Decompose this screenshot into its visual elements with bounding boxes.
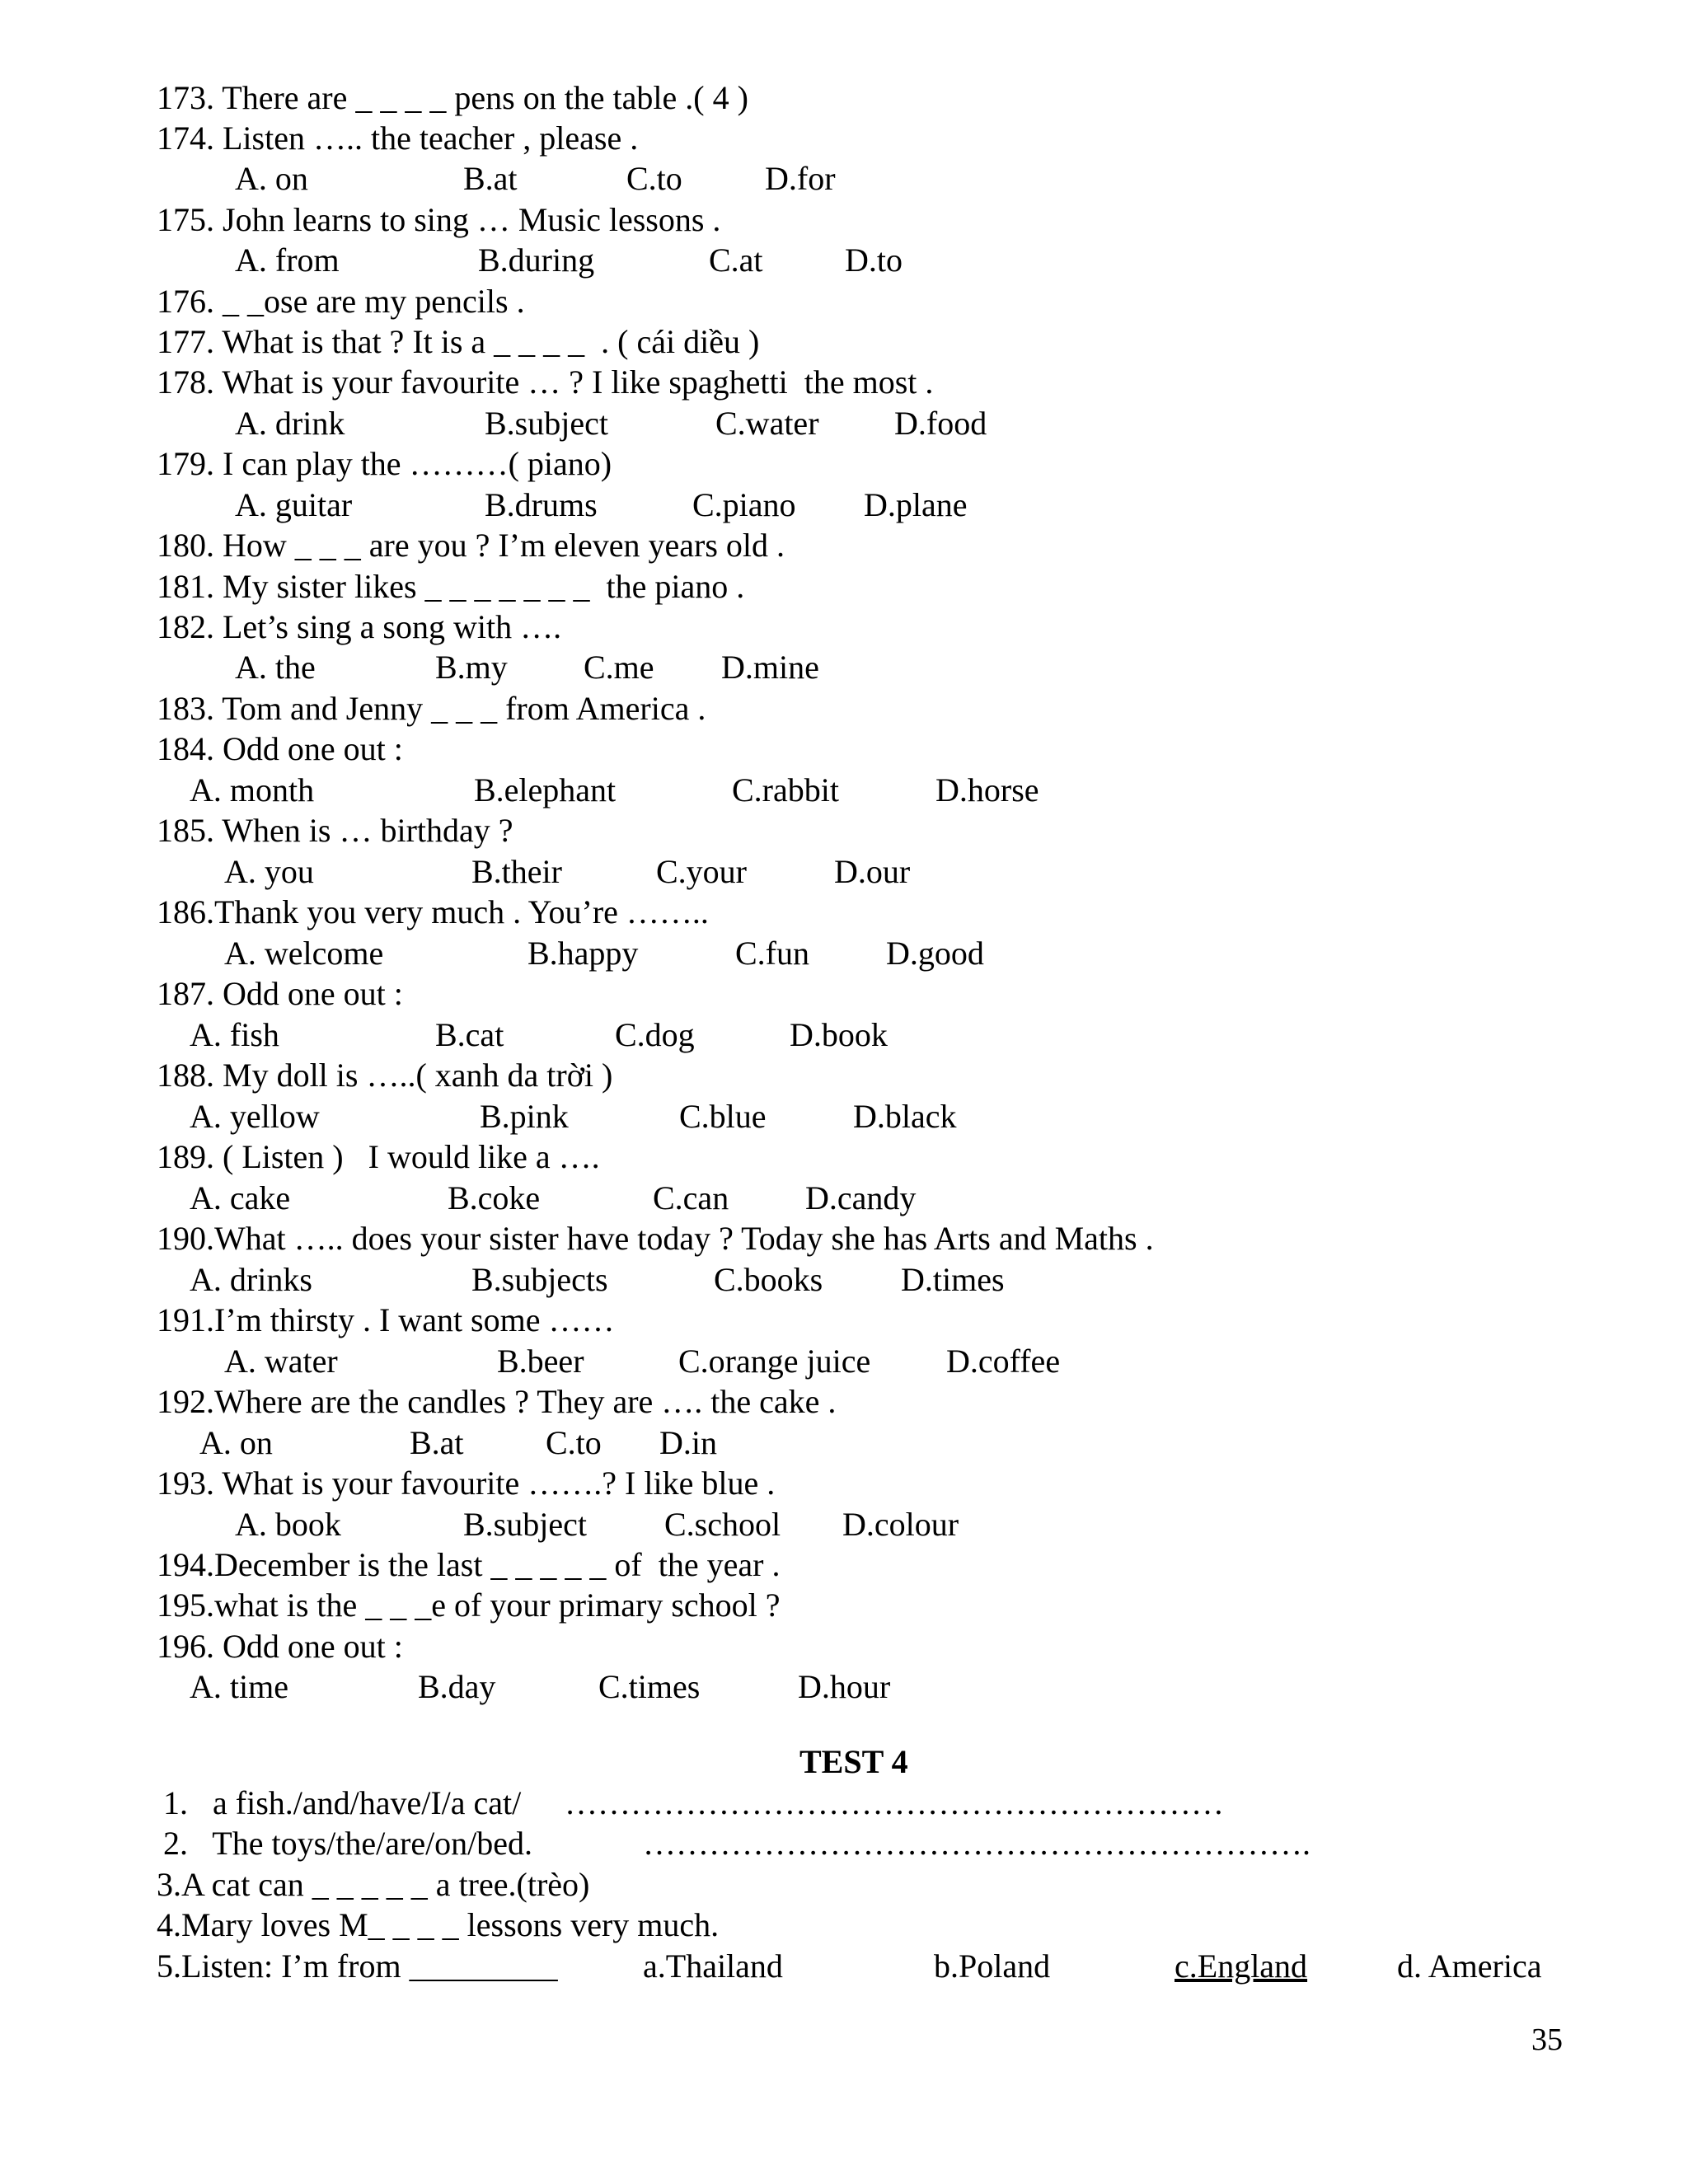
option-190-c: C.books [714,1261,823,1298]
question-174: 174. Listen ….. the teacher , please . [157,120,639,157]
option-184-b: B.elephant [474,771,617,808]
option-192-a: A. on [199,1424,273,1461]
option-189-b: B.coke [448,1179,541,1216]
question-196: 196. Odd one out : [157,1628,403,1665]
option-192-d: D.in [659,1424,717,1461]
test4-q5-option-d: d. America [1397,1947,1542,1985]
test4-q2: 2. The toys/the/are/on/bed. [163,1825,533,1862]
option-179-d: D.plane [864,486,968,523]
question-177: 177. What is that ? It is a _ _ _ _ . ( cái diều ) [157,323,760,360]
option-179-c: C.piano [692,486,796,523]
option-175-c: C.at [709,241,763,279]
option-191-c: C.orange juice [678,1343,871,1380]
question-188: 188. My doll is …..( xanh da trời ) [157,1057,613,1094]
question-191: 191.I’m thirsty . I want some …… [157,1301,615,1338]
option-182-c: C.me [584,649,654,686]
option-178-a: A. drink [235,405,345,442]
option-191-d: D.coffee [946,1343,1061,1380]
option-182-a: A. the [235,649,316,686]
test4-q5-option-a: a.Thailand [643,1947,783,1985]
question-189: 189. ( Listen ) I would like a …. [157,1138,600,1175]
question-194: 194.December is the last _ _ _ _ _ of the year . [157,1546,781,1583]
test4-q1-answer-line: …………………………………………………… [565,1784,1224,1821]
question-195: 195.what is the _ _ _e of your primary school ? [157,1586,781,1624]
question-185: 185. When is … birthday ? [157,812,513,849]
option-193-d: D.colour [842,1506,959,1543]
option-191-b: B.beer [497,1343,584,1380]
option-189-a: A. cake [190,1179,291,1216]
question-181: 181. My sister likes _ _ _ _ _ _ _ the piano . [157,568,745,605]
test-4-title: TEST 4 [799,1743,908,1780]
option-190-a: A. drinks [190,1261,312,1298]
option-190-b: B.subjects [471,1261,608,1298]
option-184-a: A. month [190,771,315,808]
option-185-c: C.your [656,853,747,890]
option-187-c: C.dog [615,1016,695,1053]
question-175: 175. John learns to sing … Music lessons . [157,201,721,238]
option-189-c: C.can [653,1179,729,1216]
option-182-d: D.mine [721,649,819,686]
option-193-c: C.school [664,1506,781,1543]
question-183: 183. Tom and Jenny _ _ _ from America . [157,690,706,727]
option-182-b: B.my [435,649,508,686]
option-193-b: B.subject [463,1506,587,1543]
question-187: 187. Odd one out : [157,975,403,1012]
option-188-c: C.blue [679,1098,767,1135]
option-188-b: B.pink [480,1098,569,1135]
option-174-c: C.to [626,160,682,197]
question-184: 184. Odd one out : [157,730,403,767]
option-179-b: B.drums [485,486,598,523]
test4-q4: 4.Mary loves M_ _ _ _ lessons very much. [157,1906,720,1943]
question-180: 180. How _ _ _ are you ? I’m eleven years old . [157,527,785,564]
option-174-a: A. on [235,160,308,197]
option-189-d: D.candy [805,1179,917,1216]
option-187-a: A. fish [190,1016,279,1053]
question-178: 178. What is your favourite … ? I like spaghetti the most . [157,363,934,401]
option-196-b: B.day [418,1668,496,1705]
test4-q5: 5.Listen: I’m from _________ [157,1947,558,1985]
option-193-a: A. book [235,1506,341,1543]
test4-q2-answer-line: ……………………………………………………. [643,1825,1311,1862]
question-182: 182. Let’s sing a song with …. [157,608,562,645]
option-178-d: D.food [894,405,987,442]
option-185-a: A. you [224,853,314,890]
test4-q1: 1. a fish./and/have/I/a cat/ [163,1784,522,1821]
option-186-d: D.good [886,935,984,972]
question-192: 192.Where are the candles ? They are …. the cake . [157,1383,837,1420]
option-192-b: B.at [410,1424,464,1461]
option-185-b: B.their [471,853,562,890]
option-188-a: A. yellow [190,1098,320,1135]
option-178-b: B.subject [485,405,608,442]
question-179: 179. I can play the ………( piano) [157,445,612,482]
option-184-d: D.horse [935,771,1039,808]
question-190: 190.What ….. does your sister have today ? Today she has Arts and Maths . [157,1220,1154,1257]
option-186-a: A. welcome [224,935,384,972]
option-192-c: C.to [546,1424,602,1461]
question-173: 173. There are _ _ _ _ pens on the table .( 4 ) [157,79,748,116]
option-179-a: A. guitar [235,486,353,523]
option-186-c: C.fun [735,935,809,972]
option-178-c: C.water [715,405,819,442]
option-191-a: A. water [224,1343,338,1380]
option-188-d: D.black [853,1098,957,1135]
option-175-b: B.during [478,241,595,279]
question-193: 193. What is your favourite …….? I like blue . [157,1465,776,1502]
option-196-a: A. time [190,1668,288,1705]
option-174-b: B.at [463,160,518,197]
option-186-b: B.happy [528,935,639,972]
option-175-d: D.to [845,241,903,279]
option-175-a: A. from [235,241,340,279]
option-174-d: D.for [765,160,836,197]
test4-q3: 3.A cat can _ _ _ _ _ a tree.(trèo) [157,1866,590,1903]
option-196-c: C.times [598,1668,701,1705]
option-190-d: D.times [901,1261,1005,1298]
question-176: 176. _ _ose are my pencils . [157,283,525,320]
option-187-d: D.book [790,1016,888,1053]
option-185-d: D.our [834,853,911,890]
option-184-c: C.rabbit [732,771,839,808]
option-196-d: D.hour [798,1668,891,1705]
page-number: 35 [1531,2022,1563,2057]
test4-q5-option-c: c.England [1175,1947,1308,1985]
option-187-b: B.cat [435,1016,504,1053]
test4-q5-option-b: b.Poland [934,1947,1051,1985]
question-186: 186.Thank you very much . You’re …….. [157,893,709,930]
